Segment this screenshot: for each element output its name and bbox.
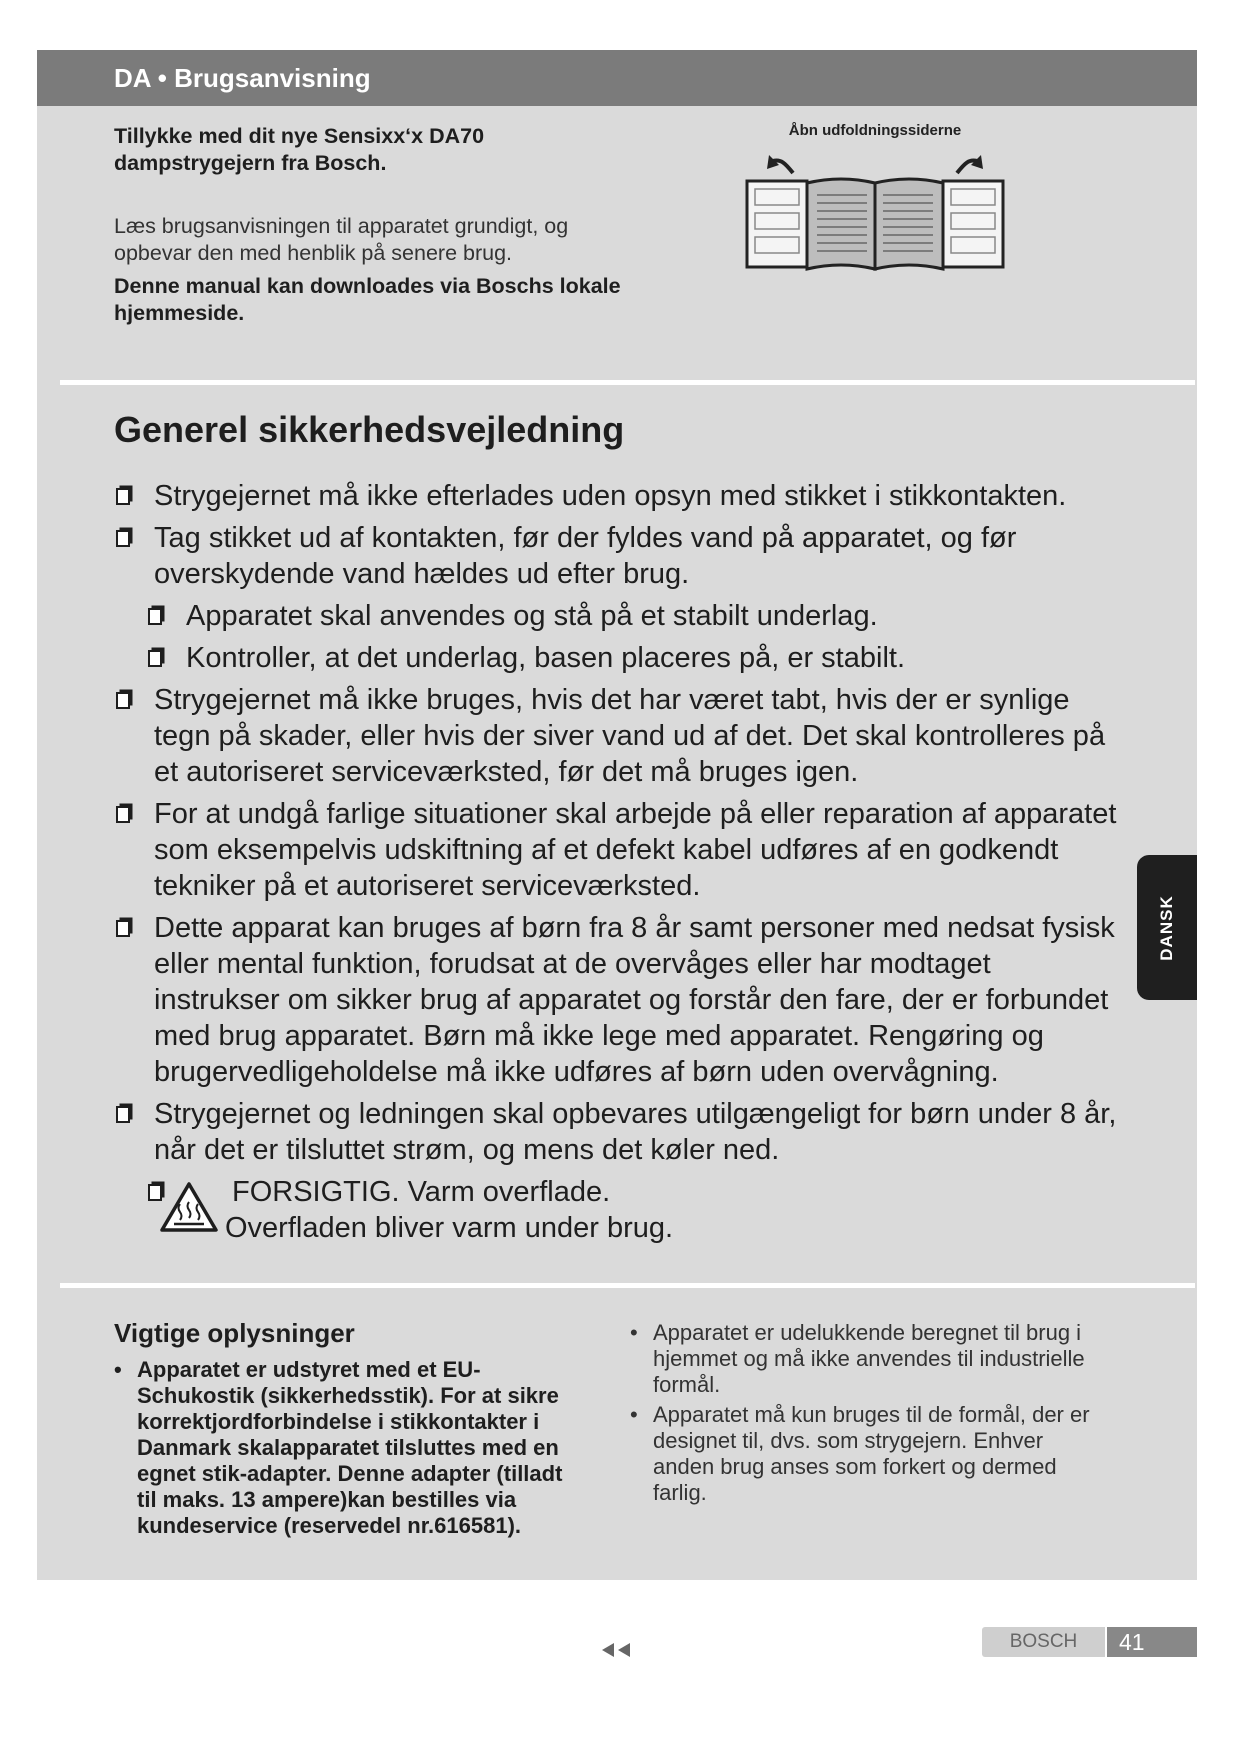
hot-surface-warning-icon <box>158 1180 220 1236</box>
previous-page-button[interactable] <box>600 1641 634 1664</box>
section-divider <box>60 1283 1195 1288</box>
list-item: Tag stikket ud af kontakten, før der fyldes vand på apparatet, og før overskydende vand hældes ud efter brug. <box>114 520 1124 592</box>
list-item: • Apparatet er udstyret med et EU-Schukostik (sikkerhedsstik). For at sikre korrektjordforbindelse i stikkontakter i Danmark skalapparatet tilsluttes med en egnet stik-adapter. Denne adapter (tilladt til maks. 13 ampere)kan bestilles via kundeservice (reservedel nr.616581). <box>114 1357 563 1538</box>
important-info-right <box>630 1320 1110 1510</box>
list-item: • Apparatet må kun bruges til de formål, der er designet til, dvs. som strygejern. Enhver anden brug anses som forkert og dermed farlig. <box>630 1402 1090 1505</box>
list-item: • Apparatet er udelukkende beregnet til brug i hjemmet og må ikke anvendes til industrielle formål. <box>630 1320 1085 1397</box>
checkbox-bullet-icon <box>116 530 130 547</box>
important-title: Vigtige oplysninger <box>114 1318 355 1348</box>
checkbox-bullet-icon <box>116 920 130 937</box>
list-item: Apparatet skal anvendes og stå på et stabilt underlag. <box>146 598 1124 634</box>
foldout-caption: Åbn udfoldningssiderne <box>788 122 962 139</box>
read-instructions-text: Læs brugsanvisningen til apparatet grundigt, og opbevar den med henblik på senere brug. <box>114 214 569 265</box>
header-title: DA • Brugsanvisning <box>114 63 371 93</box>
list-item: Kontroller, at det underlag, basen placeres på, er stabilt. <box>146 640 1124 676</box>
download-note-text: Denne manual kan downloades via Boschs lokale hjemmeside. <box>114 274 621 325</box>
open-foldout-pages-icon <box>745 143 1005 273</box>
list-item: Strygejernet må ikke bruges, hvis det har været tabt, hvis der er synlige tegn på skader, eller hvis der siver vand ud af det. Det skal kontrolleres på et autoriseret serviceværksted, før det må bruges igen. <box>114 682 1124 790</box>
section-divider <box>60 380 1195 385</box>
intro-section <box>114 123 634 327</box>
caution-item <box>146 1174 1124 1250</box>
language-tab-label: DANSK <box>1157 894 1176 961</box>
header-bar <box>37 50 1197 106</box>
important-info-left <box>114 1318 584 1539</box>
list-item: For at undgå farlige situationer skal arbejde på eller reparation af apparatet som eksempelvis udskiftning af et defekt kabel udføres af en godkendt tekniker på et autoriseret serviceværksted. <box>114 796 1124 904</box>
checkbox-bullet-icon <box>116 692 130 709</box>
checkbox-bullet-icon <box>148 608 162 625</box>
double-left-arrow-icon <box>600 1641 634 1659</box>
footer-brand: BOSCH <box>982 1627 1105 1657</box>
checkbox-bullet-icon <box>116 1106 130 1123</box>
safety-list <box>114 478 1124 1250</box>
congrats-text: Tillykke med dit nye Sensixx‘x DA70 dampstrygejern fra Bosch. <box>114 124 485 175</box>
caution-heading: FORSIGTIG. Varm overflade. <box>232 1176 611 1208</box>
bullet-icon: • <box>630 1402 638 1427</box>
bullet-icon: • <box>114 1357 122 1382</box>
bullet-icon: • <box>630 1320 638 1345</box>
checkbox-bullet-icon <box>116 806 130 823</box>
safety-title: Generel sikkerhedsvejledning <box>114 409 625 450</box>
caution-text: Overfladen bliver varm under brug. <box>225 1212 674 1244</box>
list-item: Dette apparat kan bruges af børn fra 8 år samt personer med nedsat fysisk eller mental funktion, forudsat at de overvåges eller har modtaget instrukser om sikker brug af apparatet og forstår den fare, der er forbundet med brug apparatet. Børn må ikke lege med apparatet. Rengøring og brugervedligeholdelse må ikke udføres af børn uden overvågning. <box>114 910 1124 1090</box>
checkbox-bullet-icon <box>116 488 130 505</box>
list-item: Strygejernet og ledningen skal opbevares utilgængeligt for børn under 8 år, når det er tilsluttet strøm, og mens det køler ned. <box>114 1096 1124 1168</box>
page-number: 41 <box>1107 1627 1197 1657</box>
list-item: Strygejernet må ikke efterlades uden opsyn med stikket i stikkontakten. <box>114 478 1124 514</box>
foldout-illustration <box>740 122 1010 278</box>
language-tab[interactable] <box>1137 855 1197 1000</box>
checkbox-bullet-icon <box>148 650 162 667</box>
